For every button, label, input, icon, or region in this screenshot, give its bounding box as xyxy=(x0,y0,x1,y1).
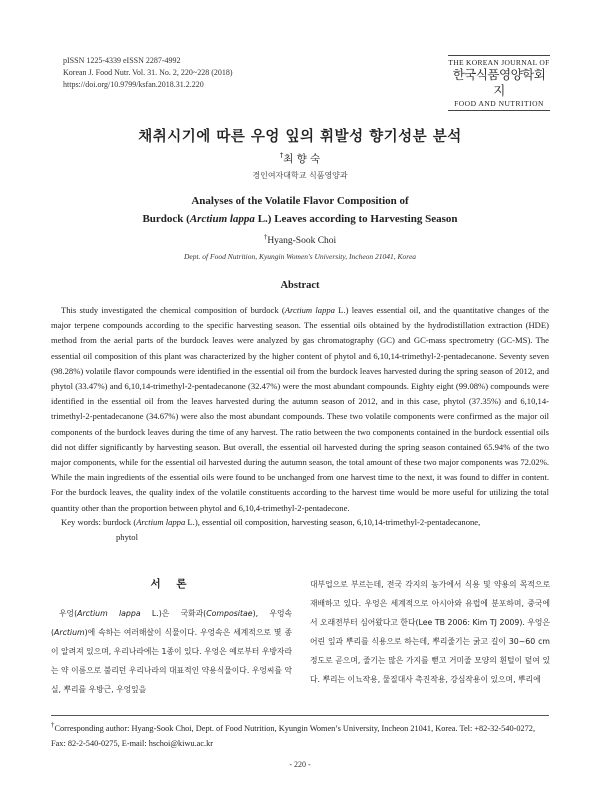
english-affiliation: Dept. of Food Nutrition, Kyungin Women's University, Incheon 21041, Korea xyxy=(183,252,417,261)
english-title: Analyses of the Volatile Flavor Composition of Burdock (Arctium lappa L.) Leaves according to Harvesting Season xyxy=(142,195,458,225)
corresponding-author-footnote: †Corresponding author: Hyang-Sook Choi, Dept. of Food Nutrition, Kyungin Women’s University, Incheon 21041, Korea. Tel: +82-32-540-0272, Fax: 82-2-540-0275, E-mail: hschoi@kiwu.ac.kr xyxy=(51,721,536,748)
korean-title: 채취시기에 따른 우엉 잎의 휘발성 향기성분 분석 xyxy=(138,129,462,145)
citation-line: Korean J. Food Nutr. Vol. 31. No. 2, 220~228 (2018) xyxy=(63,68,233,77)
journal-logo xyxy=(448,55,550,111)
abstract-body: This study investigated the chemical composition of burdock (Arctium lappa L.) leaves essential oil, and the quantitative changes of the major terpene compounds according to the specific harvesting season. The essential oils obtained by the hydrodistillation extraction (HDE) method from the aerial parts of the burdock leaves were analyzed by gas chromatography (GC) and GC-mass spectrometry (GC-MS). The essential oil composition of this plant was characterized by the higher content of phytol and 6,10,14-trimethyl-2-pentadecanone. Seventy seven (98.28%) volatile flavor compounds were identified in the essential oil from the burdock leaves harvested during the spring season of 2012, and phytol (33.47%) and 6,10,14-trimethyl-2-pentadecanone (32.47%) were the most abundant compounds. Eighty eight (99.08%) compounds were identified in the essential oil from the leaves harvested during the autumn season of 2012, and in this case, phytol (37.35%) and 6,10,14-trimethyl-2-pentadecanone (34.67%) were also the most abundant compounds. These two volatile components were confirmed as the major oil components of the burdock leaves during the time of any harvest. The ratio between the two components contained in the burdock essential oils did not differ significantly by harvesting season. But overall, the essential oil harvested during the spring season contained 65.94% of the two major components, while for the essential oil harvested during the autumn season, the total amount of these two major components was 72.02%. While the main ingredients of the essential oils were found to be unchanged from one harvest time to the next, it was found to differ in content. For the burdock leaves, the quality index of the volatile constituents according to the harvest time would be more useful for utilizing the total quantity other than the proportion between phytol and 6,10,4-trimethyl-2-pentadecone. xyxy=(51,305,549,513)
intro-right-column: 대부업으로 부르는데, 전국 각지의 농가에서 식용 및 약용의 목적으로 재배하고 있다. 우엉은 세계적으로 아시아와 유럽에 분포하며, 중국에서 오래전부터 심어왔다고 한다(Lee TB 2006: Kim TJ 2009). 우엉은 어린 잎과 뿌리를 식용으로 하는데, 뿌리줄기는 굵고 길이 30~60 cm 정도로 곧으며, 줄기는 많은 가지를 뻗고 거미줄 모양의 흰털이 덮여 있다. 뿌리는 이뇨작용, 물질대사 촉진작용, 강심작용이 있으며, 뿌리에 xyxy=(310,580,550,684)
korean-affiliation: 경인여자대학교 식품영양과 xyxy=(252,171,348,180)
journal-name-top: THE KOREAN JOURNAL OF xyxy=(448,58,550,67)
journal-name-korean: 한국식품영양학회지 xyxy=(452,67,546,98)
introduction-heading: 서 론 xyxy=(150,578,193,590)
english-author: †Hyang-Sook Choi xyxy=(263,233,337,247)
korean-author: †최 향 숙 xyxy=(279,151,321,165)
journal-name-bottom: FOOD AND NUTRITION xyxy=(454,99,544,108)
footnote-divider xyxy=(51,715,549,716)
doi-link[interactable]: https://doi.org/10.9799/ksfan.2018.31.2.220 xyxy=(63,80,204,89)
journal-citation-block xyxy=(63,55,233,91)
intro-left-column: 우엉(Arctium lappa L.)은 국화과(Compositae), 우엉속(Arctium)에 속하는 여러해살이 식물이다. 우엉속은 세계적으로 몇 종이 알려져 있으며, 우리나라에는 1종이 있다. 우엉은 예로부터 우방자라는 약 이름으로 불리던 우리나라의 대표적인 약용식물이다. 우엉씨를 악실, 뿌리를 우방근, 우엉잎을 xyxy=(51,609,293,694)
issn-line: pISSN 1225-4339 eISSN 2287-4992 xyxy=(63,56,181,65)
abstract-heading: Abstract xyxy=(280,280,320,291)
keywords: Key words: burdock (Arctium lappa L.), essential oil composition, harvesting season, 6,10,14-trimethyl-2-pentadecanone, phytol xyxy=(61,517,481,543)
page-number: - 220 - xyxy=(289,760,311,769)
